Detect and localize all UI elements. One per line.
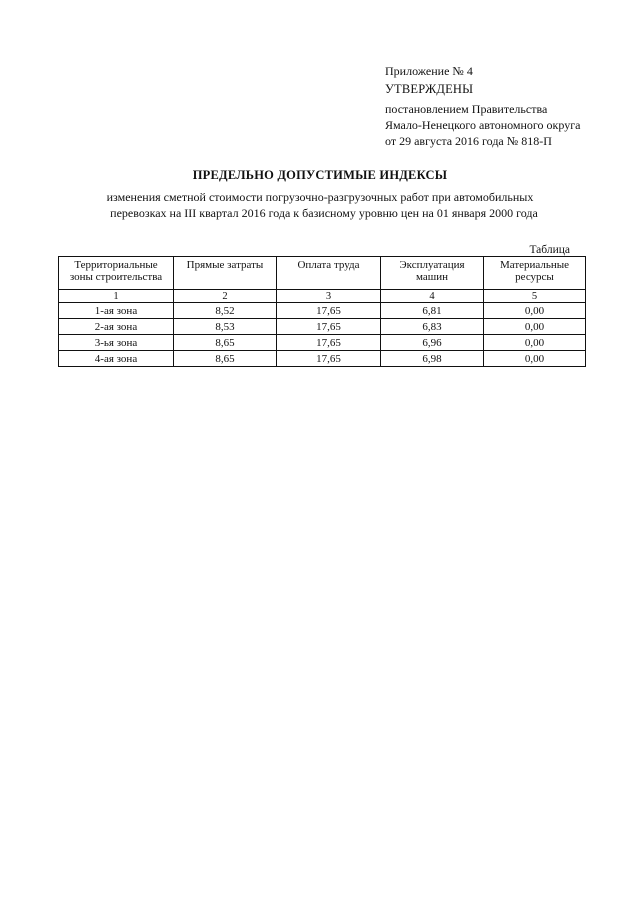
header-labor: Оплата труда: [277, 257, 381, 290]
table-row: [59, 319, 586, 335]
labor-cell: 17,65: [277, 335, 381, 351]
annex-number: Приложение № 4: [385, 64, 473, 78]
materials-cell: 0,00: [484, 351, 586, 367]
subtitle-line-1: изменения сметной стоимости погрузочно-разгрузочных работ при автомобильных: [106, 190, 534, 204]
labor-cell: 17,65: [277, 351, 381, 367]
machines-cell: 6,98: [381, 351, 484, 367]
machines-cell: 6,96: [381, 335, 484, 351]
approval-line-1: постановлением Правительства: [385, 102, 548, 116]
approval-block: [385, 63, 625, 149]
header-materials: Материальные ресурсы: [484, 257, 586, 290]
zone-cell: 2-ая зона: [59, 319, 174, 335]
zone-cell: 3-ья зона: [59, 335, 174, 351]
machines-cell: 6,81: [381, 303, 484, 319]
header-direct-costs: Прямые затраты: [174, 257, 277, 290]
table-label: Таблица: [529, 244, 570, 256]
table-row: [59, 303, 586, 319]
header-zones: Территориальные зоны строительства: [59, 257, 174, 290]
materials-cell: 0,00: [484, 303, 586, 319]
table-row: [59, 351, 586, 367]
direct-costs-cell: 8,53: [174, 319, 277, 335]
column-number: 3: [277, 290, 381, 303]
labor-cell: 17,65: [277, 303, 381, 319]
subtitle-line-2: перевозках на III квартал 2016 года к базисному уровню цен на 01 января 2000 года: [110, 206, 538, 220]
direct-costs-cell: 8,52: [174, 303, 277, 319]
labor-cell: 17,65: [277, 319, 381, 335]
document-subtitle: [0, 189, 640, 221]
approval-line-2: Ямало-Ненецкого автономного округа: [385, 118, 581, 132]
column-number: 2: [174, 290, 277, 303]
indices-table: [58, 256, 586, 367]
column-number: 4: [381, 290, 484, 303]
column-number: 1: [59, 290, 174, 303]
table-header-row: [59, 257, 586, 290]
table-row: [59, 335, 586, 351]
direct-costs-cell: 8,65: [174, 351, 277, 367]
materials-cell: 0,00: [484, 335, 586, 351]
direct-costs-cell: 8,65: [174, 335, 277, 351]
approval-line-3: от 29 августа 2016 года № 818-П: [385, 134, 552, 148]
zone-cell: 1-ая зона: [59, 303, 174, 319]
machines-cell: 6,83: [381, 319, 484, 335]
column-number-row: [59, 290, 586, 303]
zone-cell: 4-ая зона: [59, 351, 174, 367]
document-title: ПРЕДЕЛЬНО ДОПУСТИМЫЕ ИНДЕКСЫ: [192, 168, 448, 182]
header-machines: Эксплуатация машин: [381, 257, 484, 290]
column-number: 5: [484, 290, 586, 303]
approved-heading: УТВЕРЖДЕНЫ: [385, 82, 474, 96]
materials-cell: 0,00: [484, 319, 586, 335]
